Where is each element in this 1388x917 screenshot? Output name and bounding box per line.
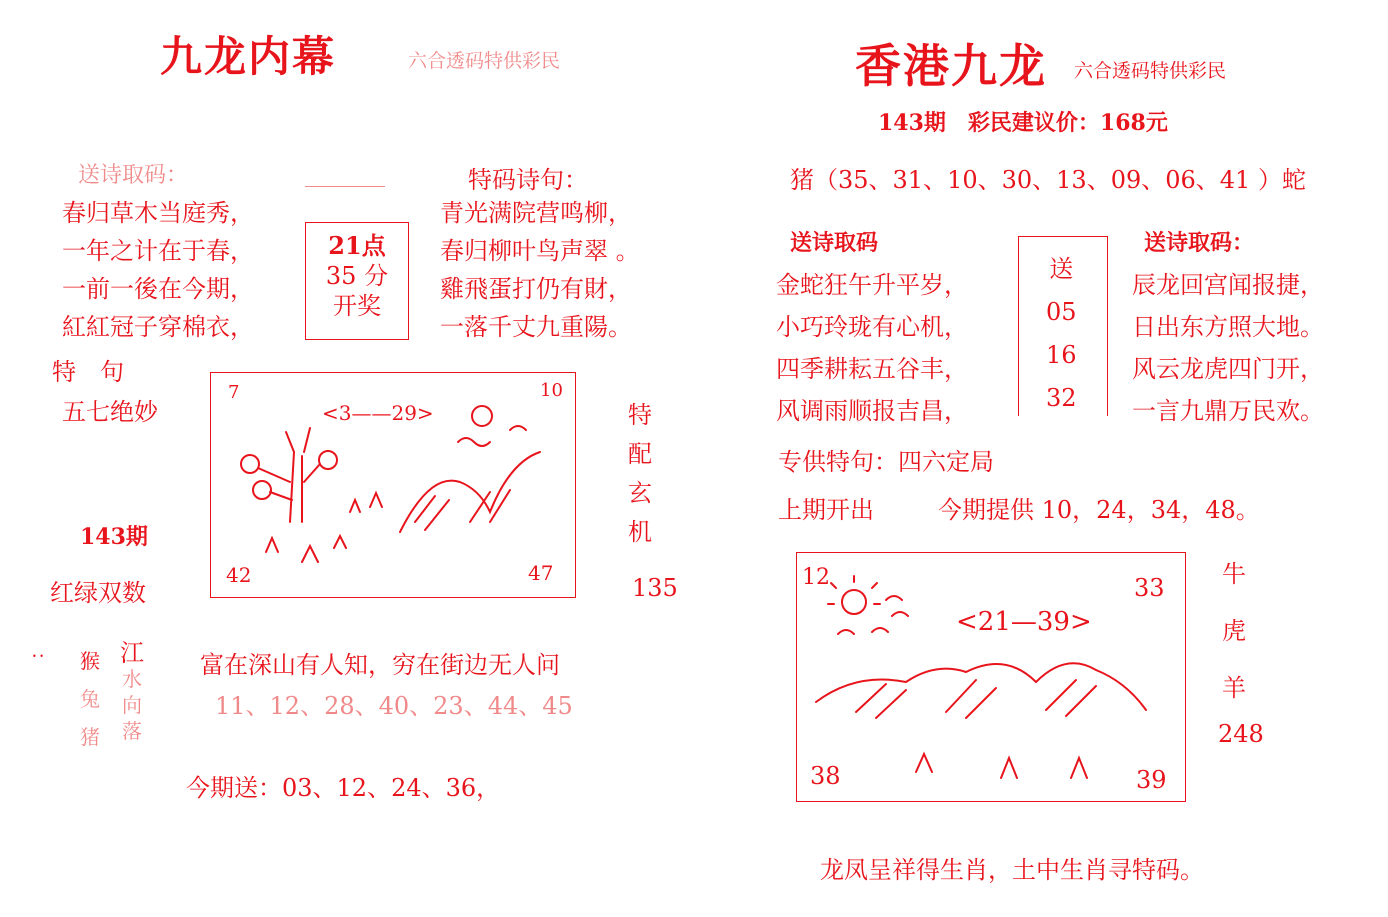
left-sketch (210, 372, 576, 598)
leaf-icon (319, 451, 337, 469)
pic-num: 39 (1136, 766, 1167, 794)
time-box-line: 21点 (328, 231, 386, 260)
left-title: 九龙内幕 (160, 32, 337, 81)
pic-num: 7 (228, 382, 240, 403)
zodiac-char: 牛 (1222, 560, 1246, 588)
poem-line: 日出东方照大地。 (1132, 313, 1324, 341)
leaf-icon (253, 481, 271, 499)
pic-num: 47 (528, 561, 554, 585)
give-box-num: 16 (1046, 341, 1077, 369)
proverb-numbers: 11、12、28、40、23、44、45 (215, 692, 573, 720)
divider (305, 186, 385, 187)
price-line: 143期 彩民建议价：168元 (878, 110, 1168, 136)
pic-num: 38 (810, 762, 841, 790)
give-box-content (1046, 248, 1077, 420)
leaf-icon (241, 455, 259, 473)
sun-icon (472, 406, 492, 426)
vertical-char: 机 (628, 518, 652, 546)
right-sketch (796, 552, 1186, 802)
zodiac-char: 猴 (80, 649, 100, 673)
grass (916, 754, 1087, 778)
vertical-char: 玄 (628, 479, 652, 507)
pic-range: <21—39> (956, 607, 1092, 637)
draw-time-box (305, 222, 409, 340)
last-period-label: 上期开出 (778, 496, 874, 524)
pic-num: 10 (540, 380, 563, 401)
cloud-icon (838, 596, 908, 634)
zodiac-char: 江 (120, 639, 144, 667)
poem-line: 一年之计在于春， (62, 237, 254, 265)
pic-num: 42 (226, 563, 252, 587)
right-poem-heading-right: 送诗取码： (1144, 230, 1255, 256)
tree-trunk (290, 452, 302, 522)
poem-line: 风云龙虎四门开， (1132, 355, 1324, 383)
cloud-icon (510, 426, 526, 430)
red-green-label: 红绿双数 (50, 579, 146, 607)
right-poem-left (776, 264, 968, 432)
poem-line: 辰龙回宫闻报捷， (1132, 271, 1324, 299)
poem-line: 金蛇狂午升平岁， (776, 271, 968, 299)
poem-line: 春归柳叶鸟声翠 。 (440, 237, 640, 265)
pig-line: 猪（35、31、10、30、13、09、06、41 ）蛇 (790, 166, 1306, 194)
number-135: 135 (632, 574, 678, 602)
give-box-num: 05 (1046, 298, 1077, 326)
special-line: 专供特句：四六定局 (778, 448, 994, 476)
poem-line: 一前一後在今期， (62, 275, 254, 303)
right-poem-right (1132, 264, 1324, 432)
left-poem-heading: 送诗取码： (78, 163, 189, 188)
zodiac-vertical (1222, 546, 1246, 717)
poem-line: 一落千丈九重陽。 (440, 313, 632, 341)
time-box-line: 35 分 (325, 262, 389, 290)
zodiac-char: 向 (122, 693, 142, 717)
poem-line: 春归草木当庭秀， (62, 199, 254, 227)
mountain-hatch (415, 490, 510, 530)
footer-line: 龙凤呈祥得生肖，土中生肖寻特码。 (820, 856, 1204, 884)
zodiac-char: 落 (122, 719, 142, 743)
pic-num: 12 (802, 565, 830, 590)
provide-line: 今期提供 10，24，34，48。 (938, 496, 1260, 524)
vertical-text (628, 396, 652, 552)
poem-line: 小巧玲珑有心机， (776, 313, 968, 341)
mountain-hatch (856, 680, 1096, 718)
special-phrase-desc: 五七绝妙 (62, 398, 158, 426)
period-label: 143期 (80, 524, 148, 550)
poem-line: 一言九鼎万民欢。 (1132, 397, 1324, 425)
mountains (400, 452, 540, 532)
pic-num: 33 (1134, 574, 1165, 602)
give-numbers: 今期送：03、12、24、36， (186, 774, 501, 802)
time-box-line: 开奖 (333, 292, 381, 320)
zodiac-col-a (80, 642, 100, 756)
zodiac-char: 虎 (1222, 617, 1246, 645)
special-poem (440, 194, 640, 346)
right-subtitle: 六合透码特供彩民 (1074, 60, 1227, 82)
cloud-icon (458, 438, 490, 446)
poem-line: 四季耕耘五谷丰， (776, 355, 968, 383)
right-poem-heading-left: 送诗取码 (790, 230, 879, 256)
poem-line: 风调雨顺报吉昌， (776, 397, 968, 425)
zodiac-char: 水 (122, 667, 142, 691)
give-box-num: 32 (1046, 384, 1077, 412)
sun-icon (842, 590, 866, 614)
number-248: 248 (1218, 720, 1264, 748)
give-box-label: 送 (1049, 255, 1074, 283)
zodiac-char: 羊 (1222, 674, 1246, 702)
special-phrase-label: 特 句 (52, 358, 124, 386)
vertical-char: 特 (628, 401, 652, 429)
vertical-char: 配 (628, 440, 652, 468)
left-poem (62, 194, 254, 346)
poem-line: 雞飛蛋打仍有財， (440, 275, 632, 303)
proverb: 富在深山有人知，穷在街边无人问 (200, 651, 560, 679)
right-title: 香港九龙 (855, 39, 1047, 93)
branches (258, 428, 320, 500)
left-subtitle: 六合透码特供彩民 (408, 50, 561, 72)
zodiac-col-b (120, 640, 144, 744)
pic-range: <3——29> (322, 401, 434, 425)
dots: • • (32, 652, 44, 661)
right-poem-heading: 特码诗句： (468, 166, 588, 194)
zodiac-char: 猪 (80, 725, 100, 749)
grass (266, 493, 382, 562)
poem-line: 青光满院营鸣柳， (440, 199, 632, 227)
zodiac-char: 兔 (80, 687, 100, 711)
poem-line: 紅紅冠子穿棉衣， (62, 313, 254, 341)
